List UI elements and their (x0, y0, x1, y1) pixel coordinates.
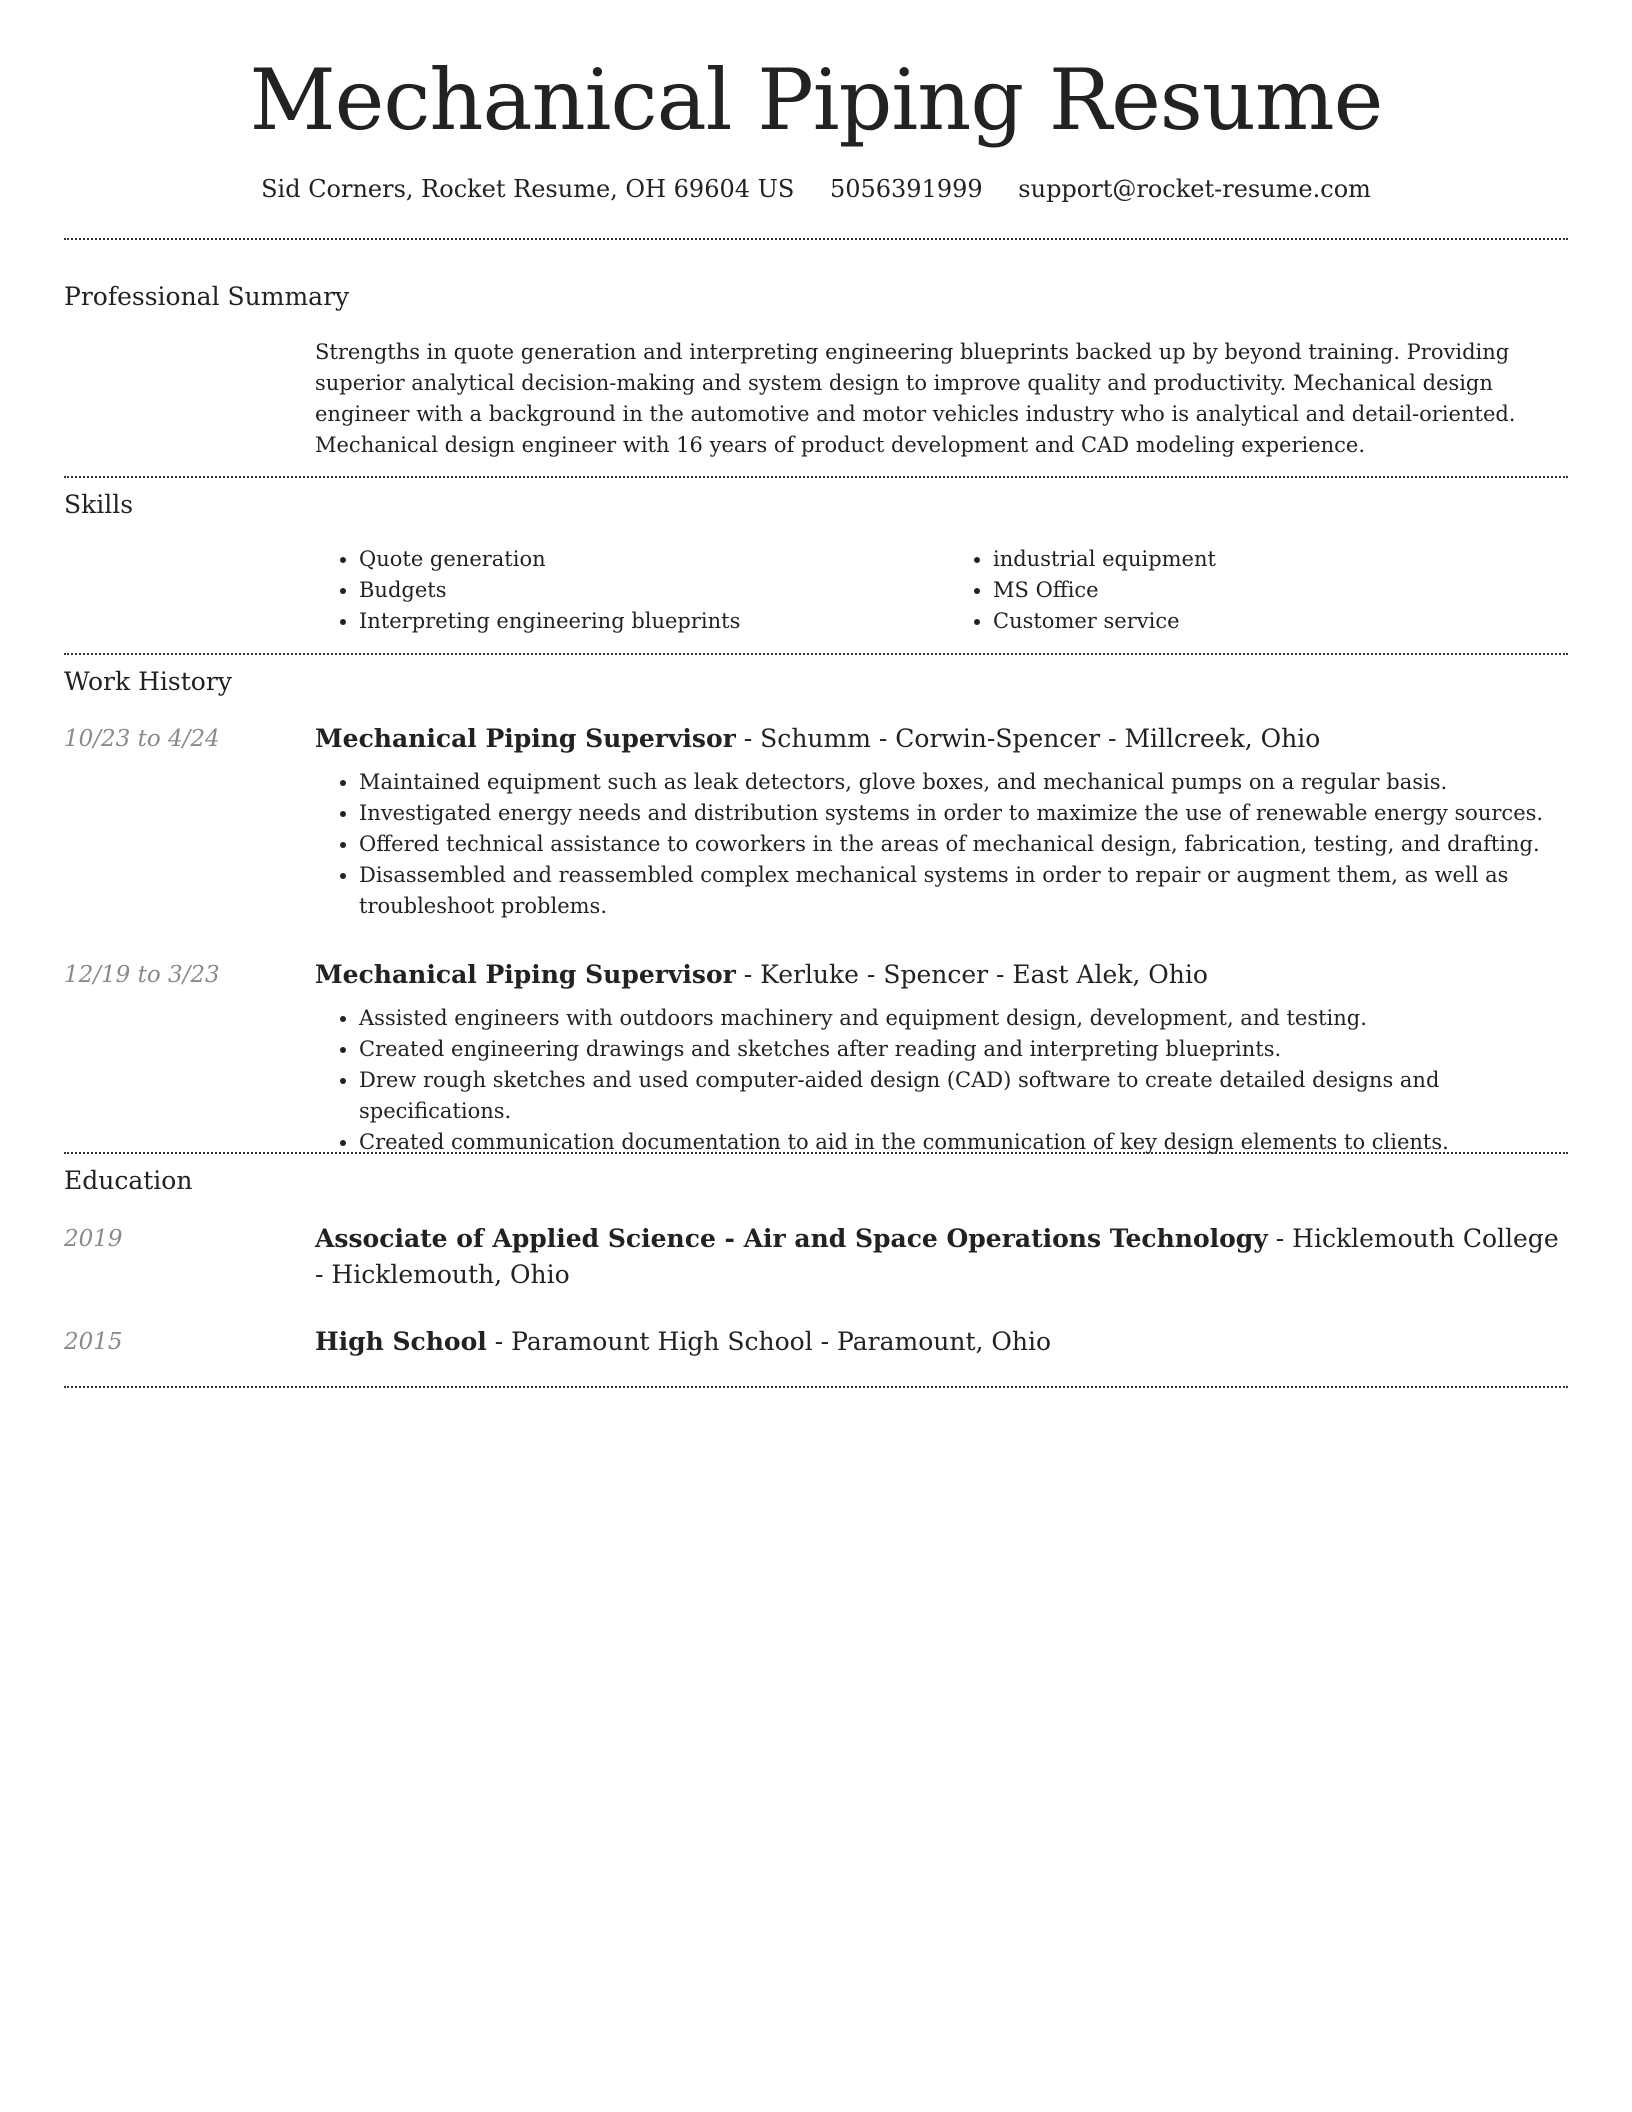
job-dates: 12/19 to 3/23 (64, 962, 220, 988)
divider (64, 476, 1568, 478)
edu-entry (315, 1221, 1568, 1293)
skills-block (315, 544, 1568, 637)
skills-list-left (315, 544, 929, 637)
job-entry (315, 957, 1568, 1158)
contact-address: Sid Corners, Rocket Resume, OH 69604 US (261, 175, 795, 203)
skill-item: • Interpreting engineering blueprints (359, 606, 929, 637)
job-bullets (315, 767, 1568, 922)
job-employer: - Kerluke - Spencer - East Alek, Ohio (735, 960, 1208, 989)
skill-item: • industrial equipment (993, 544, 1563, 575)
edu-heading (315, 1324, 1568, 1360)
edu-school: - Paramount High School - Paramount, Ohio (486, 1327, 1052, 1356)
resume-title: Mechanical Piping Resume (249, 51, 1383, 149)
job-title: Mechanical Piping Supervisor (315, 724, 736, 753)
edu-degree: Associate of Applied Science - Air and Space Operations Technology (315, 1224, 1268, 1253)
job-heading (315, 957, 1568, 993)
section-title-education: Education (64, 1166, 193, 1195)
job-heading (315, 721, 1568, 757)
divider (64, 238, 1568, 240)
job-bullet: • Created communication documentation to aid in the communication of key design elements to clients. (359, 1127, 1568, 1158)
divider (64, 653, 1568, 655)
contact-line (64, 172, 1568, 206)
edu-entry (315, 1324, 1568, 1360)
section-title-skills: Skills (64, 490, 134, 519)
job-title: Mechanical Piping Supervisor (315, 960, 736, 989)
section-title-summary: Professional Summary (64, 282, 350, 311)
skill-item: • MS Office (993, 575, 1563, 606)
job-bullet: • Disassembled and reassembled complex mechanical systems in order to repair or augment them, as well as troubleshoot problems. (359, 860, 1568, 922)
divider (64, 1152, 1568, 1154)
job-bullet: • Offered technical assistance to coworkers in the areas of mechanical design, fabrication, testing, and drafting. (359, 829, 1568, 860)
skill-item: • Budgets (359, 575, 929, 606)
job-bullet: • Maintained equipment such as leak detectors, glove boxes, and mechanical pumps on a regular basis. (359, 767, 1568, 798)
job-employer: - Schumm - Corwin-Spencer - Millcreek, Ohio (735, 724, 1321, 753)
edu-heading (315, 1221, 1568, 1293)
job-bullet: • Drew rough sketches and used computer-aided design (CAD) software to create detailed designs and specifications. (359, 1065, 1568, 1127)
contact-phone: 5056391999 (829, 175, 983, 203)
skill-item: • Customer service (993, 606, 1563, 637)
divider (64, 1386, 1568, 1388)
job-bullet: • Created engineering drawings and sketches after reading and interpreting blueprints. (359, 1034, 1568, 1065)
edu-year: 2015 (64, 1329, 123, 1355)
job-entry (315, 721, 1568, 922)
skills-list-right (929, 544, 1563, 637)
summary-block (315, 337, 1568, 461)
edu-year: 2019 (64, 1226, 123, 1252)
edu-school: - Hicklemouth College - Hicklemouth, Ohio (315, 1224, 1559, 1289)
job-bullets (315, 1003, 1568, 1158)
section-title-work: Work History (64, 667, 232, 696)
job-bullet: • Assisted engineers with outdoors machinery and equipment design, development, and testing. (359, 1003, 1568, 1034)
skill-item: • Quote generation (359, 544, 929, 575)
summary-text: Strengths in quote generation and interpreting engineering blueprints backed up by beyond training. Providing superior analytical decision-making and system design to improve quality and productivity. Mechanical design engineer with a background in the automotive and motor vehicles industry who is analytical and detail-oriented. Mechanical design engineer with 16 years of product development and CAD modeling experience. (315, 340, 1516, 457)
job-dates: 10/23 to 4/24 (64, 726, 220, 752)
job-bullet: • Investigated energy needs and distribution systems in order to maximize the use of renewable energy sources. (359, 798, 1568, 829)
contact-email: support@rocket-resume.com (1018, 175, 1371, 203)
edu-degree: High School (315, 1327, 487, 1356)
